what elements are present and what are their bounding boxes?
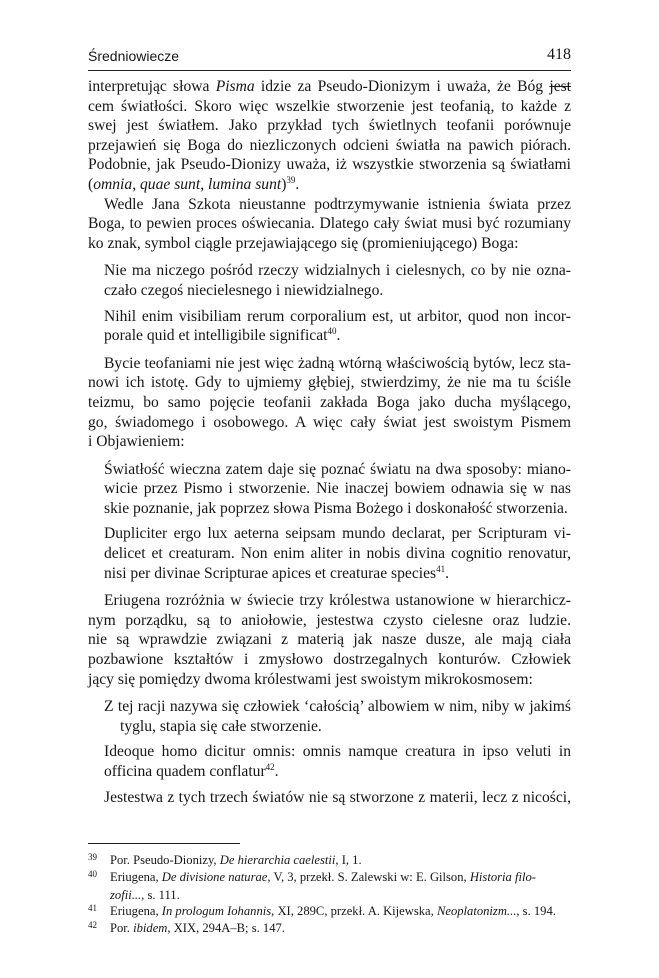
footnotes — [88, 852, 571, 937]
spacer — [88, 346, 571, 354]
main-text — [88, 77, 571, 807]
paragraph — [88, 354, 571, 452]
text-line: Podobnie, jak Pseudo-Dionizy uważa, iż wszystkie stworzenia są światłami — [88, 156, 571, 174]
text-line: interpretując słowa Pisma idzie za Pseudo-Dionizym i uważa, że Bóg jest — [88, 78, 571, 95]
text-line: teizmu, bo samo pojęcie teofanii zakłada Boga jako ducha myślącego, — [88, 393, 571, 411]
text-line: Nihil enim visibiliam rerum corporalium est, ut arbitor, quod non incor- — [104, 307, 571, 325]
text-line: (omnia, quae sunt, lumina sunt)$^{39}$. — [88, 174, 300, 193]
footnote-40: 40 Eriugena, De divisione naturae, V, 3, przekł. S. Zalewski w: E. Gilson, Historia filo- — [88, 869, 571, 886]
running-title: Średniowiecze — [88, 48, 180, 64]
footnote-41: 41 Eriugena, In prologum Iohannis, XI, 289C, przekł. A. Kijewska, Neoplatonizm..., s. 194. — [88, 903, 571, 920]
footnote-rule — [88, 843, 240, 844]
text-line: przejawień się Boga do niezliczonych odcieni światła na pawich piórach. — [88, 136, 571, 154]
text-line: Eriugena rozróżnia w świecie trzy królestwa ustanowione w hierarchicz- — [104, 592, 571, 610]
text-line: go, świadomego i osobowego. A więc cały świat jest swoistym Pismem — [88, 413, 571, 431]
text-line: delicet et creaturam. Non enim aliter in nobis divina cognitio renovatur, — [104, 545, 571, 563]
footnote-number: 40 — [88, 869, 97, 880]
footnote-ref: 42 — [265, 762, 275, 772]
text-line: Jestestwa z tych trzech światów nie są stworzone z materii, lecz z nicości, — [104, 788, 571, 806]
spacer — [88, 452, 571, 460]
text-line: tyglu, stapia się całe stworzenie. — [120, 717, 322, 735]
text-line: ko znak, symbol ciągle przejawiającego się (promieniującego) Boga: — [88, 234, 519, 252]
text-line: wicie przez Pismo i stworzenie. Nie inaczej bowiem odnawia się w nas — [104, 480, 571, 498]
footnote-39: 39 Por. Pseudo-Dionizy, De hierarchia caelestii, I, 1. — [88, 852, 571, 869]
paragraph — [88, 195, 571, 254]
text-line: Nie ma niczego pośród rzeczy widzialnych i cielesnych, co by nie ozna- — [104, 262, 571, 280]
footnote-40-continued: zofii..., s. 111. — [110, 887, 180, 902]
block-quote-latin — [88, 742, 571, 781]
block-quote-latin — [88, 307, 571, 346]
footnote-42: 42 Por. ibidem, XIX, 294A–B; s. 147. — [88, 920, 571, 937]
text-line: i Objawieniem: — [88, 433, 185, 451]
text-line: Bycie teofaniami nie jest więc żadną wtórną właściwością bytów, lecz sta- — [104, 354, 571, 372]
text-line: Boga, to pewien proces oświecania. Dlatego cały świat musi być rozumiany — [88, 215, 571, 233]
text-line: jący się pomiędzy dwoma królestwami jest swoistym mikrokosmosem: — [88, 670, 533, 688]
paragraph — [88, 591, 571, 689]
spacer — [88, 253, 571, 261]
text-line: cem światłości. Skoro więc wszelkie stworzenie jest teofanią, to każde z — [88, 97, 571, 115]
text-line: Z tej racji nazywa się człowiek ‘całością’ albowiem w nim, niby w jakimś — [104, 698, 571, 716]
text-line: nisi per divinae Scripturae apices et creaturae species$^{41}$. — [104, 563, 449, 582]
text-line: Światłość wieczna zatem daje się poznać światu na dwa sposoby: miano- — [104, 460, 571, 478]
footnote-number: 42 — [88, 920, 97, 931]
text-line: skie poznanie, jak poprzez słowa Pisma Bożego i doskonałość stworzenia. — [104, 499, 568, 517]
block-quote — [88, 261, 571, 300]
paragraph — [88, 77, 571, 195]
header-rule — [88, 70, 571, 71]
text-line: nowi ich istotę. Gdy to ujmiemy głębiej, stwierdzimy, że nie ma tu ściśle — [88, 374, 571, 392]
text-line: officina quadem conflatur$^{42}$. — [104, 762, 279, 780]
footnote-number: 39 — [88, 852, 97, 862]
footnote-ref: 39 — [286, 174, 296, 185]
text-line: swej jest światłem. Jako przykład tych świetlnych teofanii porównuje — [88, 117, 571, 135]
block-quote — [88, 697, 571, 736]
footnote-ref: 40 — [327, 326, 337, 337]
spacer — [88, 583, 571, 591]
text-line: czało czegoś niecielesnego i niewidzialnego. — [104, 281, 384, 299]
block-quote-latin — [88, 524, 571, 583]
text-line: nym porządku, są to aniołowie, jestestwa czysto cielesne oraz ludzie. — [88, 611, 571, 629]
text-line: Dupliciter ergo lux aeterna seipsam mundo declarat, per Scripturam vi- — [104, 525, 571, 543]
text-line: porale quid et intelligibile significat$^{40}$. — [104, 326, 341, 345]
page-number: 418 — [547, 46, 571, 63]
block-quote — [88, 788, 571, 808]
page-header — [88, 42, 571, 72]
text-line: Ideoque homo dicitur omnis: omnis namque creatura in ipso veluti in — [104, 743, 571, 761]
text-line: pozbawione kształtów i zmysłowo dostrzegalnych konturów. Człowiek — [88, 651, 571, 669]
footnote-ref: 41 — [436, 563, 446, 574]
block-quote — [88, 460, 571, 519]
spacer — [88, 689, 571, 697]
text-line: nie są wprawdzie związani z materią jak nasze dusze, ale mają ciała — [88, 631, 571, 649]
text-line: Wedle Jana Szkota nieustanne podtrzymywanie istnienia świata przez — [104, 195, 571, 213]
footnote-number: 41 — [88, 902, 97, 913]
